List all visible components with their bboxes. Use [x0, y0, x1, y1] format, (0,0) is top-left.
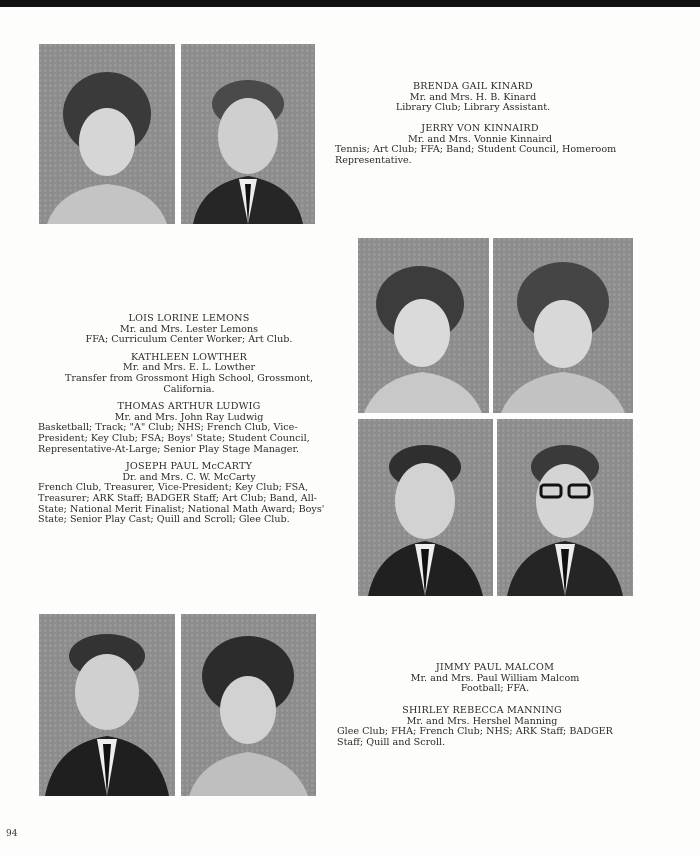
entry-lois-lemons — [38, 314, 340, 346]
page-number: 94 — [6, 829, 18, 839]
student-name: JERRY VON KINNAIRD — [421, 123, 539, 134]
student-parents: Mr. and Mrs. H. B. Kinard — [409, 91, 537, 103]
entry-thomas-ludwig — [38, 402, 340, 455]
student-activities: Basketball; Track; "A" Club; NHS; French Club, Vice-President; Key Club; FSA; Boys' State; Student Council, Representative-At-Large; Senior Play Stage Manager. — [38, 422, 310, 455]
student-activities: Glee Club; FHA; French Club; NHS; ARK Staff; BADGER Staff; Quill and Scroll. — [337, 726, 613, 748]
student-name: JIMMY PAUL MALCOM — [435, 662, 555, 673]
entry-joseph-mccarty — [38, 462, 340, 526]
student-parents: Mr. and Mrs. E. L. Lowther — [122, 362, 256, 374]
student-parents: Dr. and Mrs. C. W. McCarty — [122, 471, 256, 483]
portrait-joseph-mccarty — [497, 419, 633, 596]
entry-kathleen-lowther — [38, 353, 340, 395]
student-parents: Mr. and Mrs. John Ray Ludwig — [114, 411, 264, 423]
portrait-kathleen-lowther — [493, 238, 633, 413]
portrait-lois-lemons — [358, 238, 489, 413]
student-name: JOSEPH PAUL McCARTY — [125, 461, 253, 473]
student-name: BRENDA GAIL KINARD — [413, 81, 533, 92]
entry-jimmy-malcom — [380, 663, 610, 695]
student-parents: Mr. and Mrs. Vonnie Kinnaird — [407, 133, 553, 145]
student-activities: Football; FFA. — [460, 683, 530, 695]
student-activities: Library Club; Library Assistant. — [395, 102, 551, 114]
student-activities: French Club, Treasurer, Vice-President; Key Club; FSA, Treasurer; ARK Staff; BADGER Staff; Art Club; Band, All-State; National Merit Finalist; National Math Award; Boys' State; Senior Play Cast; Quill and Scroll; Glee Club. — [38, 482, 325, 526]
portrait-jimmy-malcom — [39, 614, 175, 796]
student-activities: FFA; Curriculum Center Worker; Art Club. — [85, 334, 293, 346]
student-parents: Mr. and Mrs. Lester Lemons — [119, 323, 259, 335]
section2-text — [38, 314, 340, 526]
student-parents: Mr. and Mrs. Paul William Malcom — [410, 672, 580, 684]
student-activities: Tennis; Art Club; FFA; Band; Student Council, Homeroom Representative. — [335, 144, 617, 166]
portrait-shirley-manning — [181, 614, 316, 796]
portrait-brenda-kinard — [39, 44, 175, 224]
student-name: THOMAS ARTHUR LUDWIG — [117, 401, 261, 413]
student-activities: Transfer from Grossmont High School, Grossmont, California. — [64, 372, 314, 395]
student-name: SHIRLEY REBECCA MANNING — [402, 705, 562, 716]
entry-jerry-kinnaird — [335, 124, 625, 166]
portrait-thomas-ludwig — [358, 419, 493, 596]
top-border — [0, 0, 700, 7]
student-parents: Mr. and Mrs. Hershel Manning — [406, 715, 558, 727]
portrait-jerry-kinnaird — [181, 44, 315, 224]
entry-shirley-manning — [337, 706, 627, 748]
student-name: LOIS LORINE LEMONS — [128, 313, 250, 324]
student-name: KATHLEEN LOWTHER — [130, 351, 248, 363]
entry-brenda-kinard — [378, 82, 568, 114]
